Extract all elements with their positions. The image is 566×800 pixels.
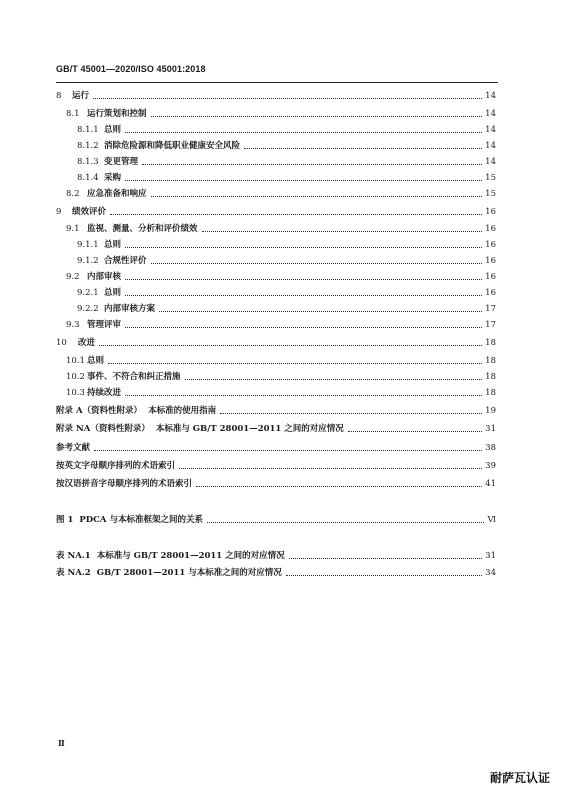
toc-number: 9.2.1	[77, 288, 99, 298]
toc-title: 按英文字母顺序排列的术语索引	[56, 461, 176, 471]
toc-page: 18	[485, 356, 496, 366]
toc-page: 14	[485, 125, 496, 135]
toc-page: 39	[485, 461, 496, 471]
toc-entry-10-2[interactable]	[66, 371, 496, 383]
toc-title: 监视、测量、分析和评价绩效	[87, 224, 198, 234]
toc-leader	[125, 132, 482, 133]
toc-page: 17	[485, 320, 496, 330]
toc-number: 10.1	[66, 356, 85, 366]
toc-title: 总则	[104, 125, 122, 135]
toc-number: 附录 NA（资料性附录）	[56, 424, 150, 434]
toc-title: GB/T 28001—2011 与本标准之间的对应情况	[96, 568, 282, 578]
toc-title: 总则	[87, 356, 105, 366]
toc-leader	[207, 522, 484, 523]
toc-title: 绩效评价	[72, 207, 107, 217]
toc-page: 14	[485, 91, 496, 101]
toc-leader	[196, 486, 482, 487]
toc-number: 表 NA.1	[56, 551, 91, 561]
toc-entry-8-1-2[interactable]	[77, 140, 496, 152]
toc-number: 9.1	[66, 224, 80, 234]
watermark-text: 耐萨瓦认证	[490, 771, 551, 785]
toc-number: 8.1.1	[77, 125, 99, 135]
toc-number: 10	[56, 338, 67, 348]
toc-leader	[151, 263, 483, 264]
toc-leader	[348, 431, 482, 432]
toc-number: 8.1.3	[77, 157, 99, 167]
toc-entry-8[interactable]	[56, 90, 496, 102]
toc-page: 16	[485, 272, 496, 282]
toc-number: 8.1	[66, 109, 80, 119]
toc-leader	[125, 295, 482, 296]
toc-entry-figure-1[interactable]	[56, 514, 496, 526]
toc-leader	[125, 180, 482, 181]
toc-entry-index-pinyin[interactable]	[56, 478, 496, 490]
toc-title: 持续改进	[87, 388, 122, 398]
toc-leader	[142, 164, 482, 165]
toc-title: 消除危险源和降低职业健康安全风险	[104, 141, 241, 151]
toc-title: 总则	[104, 288, 122, 298]
toc-entry-index-english[interactable]	[56, 460, 496, 472]
toc-entry-bibliography[interactable]	[56, 442, 496, 454]
toc-entry-9-1-2[interactable]	[77, 255, 496, 267]
toc-number: 图 1	[56, 515, 74, 525]
toc-page: 31	[485, 551, 496, 561]
toc-leader	[289, 558, 482, 559]
toc-number: 9.1.2	[77, 256, 99, 266]
toc-page: Ⅵ	[487, 515, 496, 525]
toc-title: 应急准备和响应	[87, 189, 147, 199]
toc-entry-9-2-2[interactable]	[77, 303, 496, 315]
toc-leader	[244, 148, 482, 149]
toc-title: 按汉语拼音字母顺序排列的术语索引	[56, 479, 193, 489]
toc-page: 31	[485, 424, 496, 434]
toc-entry-10-1[interactable]	[66, 355, 496, 367]
toc-leader	[94, 450, 482, 451]
toc-number: 9.2	[66, 272, 80, 282]
toc-entry-9-2[interactable]	[66, 271, 496, 283]
toc-title: 改进	[78, 338, 96, 348]
toc-number: 8.1.2	[77, 141, 99, 151]
toc-page: 34	[485, 568, 496, 578]
toc-page: 14	[485, 157, 496, 167]
toc-title: 采购	[104, 173, 122, 183]
toc-entry-9-1[interactable]	[66, 223, 496, 235]
toc-leader	[99, 345, 482, 346]
toc-title: 事件、不符合和纠正措施	[87, 372, 181, 382]
toc-entry-9-2-1[interactable]	[77, 287, 496, 299]
toc-entry-8-1-3[interactable]	[77, 156, 496, 168]
toc-title: 参考文献	[56, 443, 91, 453]
toc-leader	[125, 395, 482, 396]
toc-leader	[151, 116, 483, 117]
toc-number: 9	[56, 207, 62, 217]
toc-leader	[125, 327, 482, 328]
toc-leader	[159, 311, 482, 312]
toc-page: 18	[485, 388, 496, 398]
toc-page: 16	[485, 288, 496, 298]
toc-title: 变更管理	[104, 157, 139, 167]
toc-number: 9.3	[66, 320, 80, 330]
toc-page: 18	[485, 338, 496, 348]
toc-page: 19	[485, 406, 496, 416]
toc-number: 表 NA.2	[56, 568, 91, 578]
toc-page: 17	[485, 304, 496, 314]
standard-header: GB/T 45001—2020/ISO 45001:2018	[56, 64, 206, 74]
toc-entry-9[interactable]	[56, 206, 496, 218]
toc-entry-annex-a[interactable]	[56, 405, 496, 417]
toc-page: 15	[485, 173, 496, 183]
toc-page: 16	[485, 256, 496, 266]
toc-leader	[179, 468, 482, 469]
toc-number: 10.3	[66, 388, 85, 398]
toc-entry-8-2[interactable]	[66, 188, 496, 200]
toc-page: 15	[485, 189, 496, 199]
toc-page: 38	[485, 443, 496, 453]
toc-leader	[93, 98, 482, 99]
toc-title: 本标准与 GB/T 28001—2011 之间的对应情况	[155, 424, 344, 434]
toc-entry-8-1[interactable]	[66, 108, 496, 120]
toc-title: 总则	[104, 240, 122, 250]
header-rule	[56, 82, 498, 83]
toc-leader	[185, 379, 483, 380]
toc-leader	[125, 247, 482, 248]
toc-number: 8	[56, 91, 62, 101]
toc-page: 16	[485, 207, 496, 217]
toc-title: PDCA 与本标准框架之间的关系	[79, 515, 203, 525]
toc-leader	[202, 231, 483, 232]
toc-leader	[151, 196, 483, 197]
toc-page: 14	[485, 141, 496, 151]
toc-title: 运行策划和控制	[87, 109, 147, 119]
toc-leader	[108, 363, 482, 364]
toc-entry-8-1-1[interactable]	[77, 124, 496, 136]
toc-page: 16	[485, 224, 496, 234]
toc-leader	[125, 279, 482, 280]
toc-number: 8.2	[66, 189, 80, 199]
toc-entry-9-3[interactable]	[66, 319, 496, 331]
toc-page: 41	[485, 479, 496, 489]
toc-leader	[220, 413, 482, 414]
toc-entry-9-1-1[interactable]	[77, 239, 496, 251]
toc-entry-8-1-4[interactable]	[77, 172, 496, 184]
toc-leader	[110, 214, 482, 215]
toc-entry-table-na1[interactable]	[56, 550, 496, 562]
toc-entry-10[interactable]	[56, 337, 496, 349]
toc-number: 10.2	[66, 372, 85, 382]
toc-entry-10-3[interactable]	[66, 387, 496, 399]
page-number: Ⅱ	[58, 738, 65, 748]
toc-title: 内部审核	[87, 272, 122, 282]
toc-page: 18	[485, 372, 496, 382]
toc-title: 本标准的使用指南	[148, 406, 217, 416]
toc-title: 内部审核方案	[104, 304, 156, 314]
toc-title: 合规性评价	[104, 256, 147, 266]
toc-title: 本标准与 GB/T 28001—2011 之间的对应情况	[96, 551, 285, 561]
toc-title: 管理评审	[87, 320, 122, 330]
toc-number: 9.1.1	[77, 240, 99, 250]
toc-title: 运行	[72, 91, 90, 101]
toc-entry-annex-na[interactable]	[56, 423, 496, 435]
toc-entry-table-na2[interactable]	[56, 567, 496, 579]
toc-page: 16	[485, 240, 496, 250]
toc-number: 8.1.4	[77, 173, 99, 183]
toc-leader	[286, 575, 482, 576]
toc-page: 14	[485, 109, 496, 119]
toc-number: 附录 A（资料性附录）	[56, 406, 143, 416]
toc-number: 9.2.2	[77, 304, 99, 314]
